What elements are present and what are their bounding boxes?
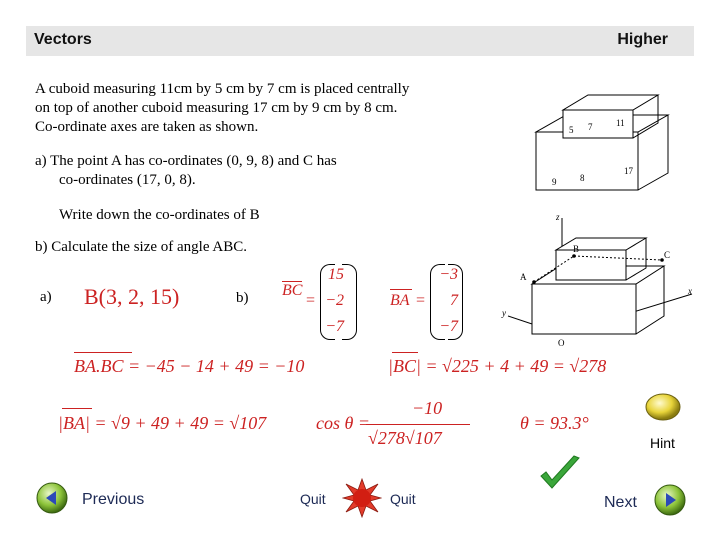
topic-title: Vectors xyxy=(34,31,92,48)
cos-lhs: cos θ = xyxy=(316,413,370,433)
dim-label: 7 xyxy=(588,122,593,132)
next-button[interactable] xyxy=(654,484,686,516)
part-a-line: a) The point A has co-ordinates (0, 9, 8) and C has xyxy=(35,153,337,169)
cos-denominator: √278√107 xyxy=(368,428,442,448)
arrow-left-icon xyxy=(36,482,68,514)
part-a-task: Write down the co-ordinates of B xyxy=(59,207,260,223)
dim-label: 8 xyxy=(580,173,585,183)
level-title: Higher xyxy=(617,31,668,48)
quit-left-label[interactable]: Quit xyxy=(300,491,326,507)
vector-ba-name: BA xyxy=(390,292,410,309)
magnitude-bc-line: |BC| = √225 + 4 + 49 = √278 xyxy=(388,356,607,376)
vector-ba-z: −7 xyxy=(439,318,458,335)
quit-button[interactable] xyxy=(342,478,382,518)
title-bar xyxy=(26,26,694,56)
dot-product-line: BA.BC = −45 − 14 + 49 = −10 xyxy=(74,356,305,376)
checkmark-icon xyxy=(538,454,582,494)
dim-label: 9 xyxy=(552,177,557,187)
part-b-text: b) Calculate the size of angle ABC. xyxy=(35,239,248,255)
magnitude-ba-line: |BA| = √9 + 49 + 49 = √107 xyxy=(58,413,267,433)
vector-ba-equals: = xyxy=(416,292,426,309)
point-b-label: B xyxy=(573,244,580,254)
cos-numerator: −10 xyxy=(412,398,443,418)
vector-bc-equals: = xyxy=(306,292,316,309)
hint-button[interactable] xyxy=(644,392,682,422)
intro-line: A cuboid measuring 11cm by 5 cm by 7 cm is placed centrally xyxy=(35,81,410,97)
vector-bc-y: −2 xyxy=(325,292,344,309)
vector-ba-y: 7 xyxy=(450,292,458,309)
arrow-right-icon xyxy=(654,484,686,516)
next-label[interactable]: Next xyxy=(604,494,637,511)
cuboid-diagram xyxy=(528,70,678,200)
answer-b-label: b) xyxy=(236,290,249,306)
quit-right-label[interactable]: Quit xyxy=(390,491,416,507)
bracket-right xyxy=(342,264,357,340)
point-a-label: A xyxy=(520,272,527,282)
previous-button[interactable] xyxy=(36,482,68,514)
dim-label: 17 xyxy=(624,166,633,176)
intro-line: Co-ordinate axes are taken as shown. xyxy=(35,119,259,135)
part-a-line: co-ordinates (17, 0, 8). xyxy=(59,172,196,188)
axes-diagram xyxy=(496,210,696,350)
stop-icon xyxy=(342,478,382,518)
vector-bc-x: 15 xyxy=(328,266,344,283)
x-axis-label: x xyxy=(688,286,692,296)
y-axis-label: y xyxy=(502,308,506,318)
intro-line: on top of another cuboid measuring 17 cm by 9 cm by 8 cm. xyxy=(35,100,398,116)
part-a-text xyxy=(35,152,455,190)
answer-a-label: a) xyxy=(40,289,52,305)
hint-label[interactable]: Hint xyxy=(650,435,675,451)
dim-label: 11 xyxy=(616,118,625,128)
z-axis-label: z xyxy=(556,212,560,222)
question-intro xyxy=(35,80,525,137)
bulb-icon xyxy=(644,392,682,422)
vector-bc-name: BC xyxy=(282,282,303,299)
dim-label: 5 xyxy=(569,125,574,135)
previous-label[interactable]: Previous xyxy=(82,491,145,508)
vector-bc-z: −7 xyxy=(325,318,344,335)
vector-ba-x: −3 xyxy=(439,266,458,283)
theta-answer: θ = 93.3° xyxy=(520,413,589,433)
answer-a-value: B(3, 2, 15) xyxy=(84,284,180,309)
point-c-label: C xyxy=(664,250,671,260)
origin-label: O xyxy=(558,338,565,348)
